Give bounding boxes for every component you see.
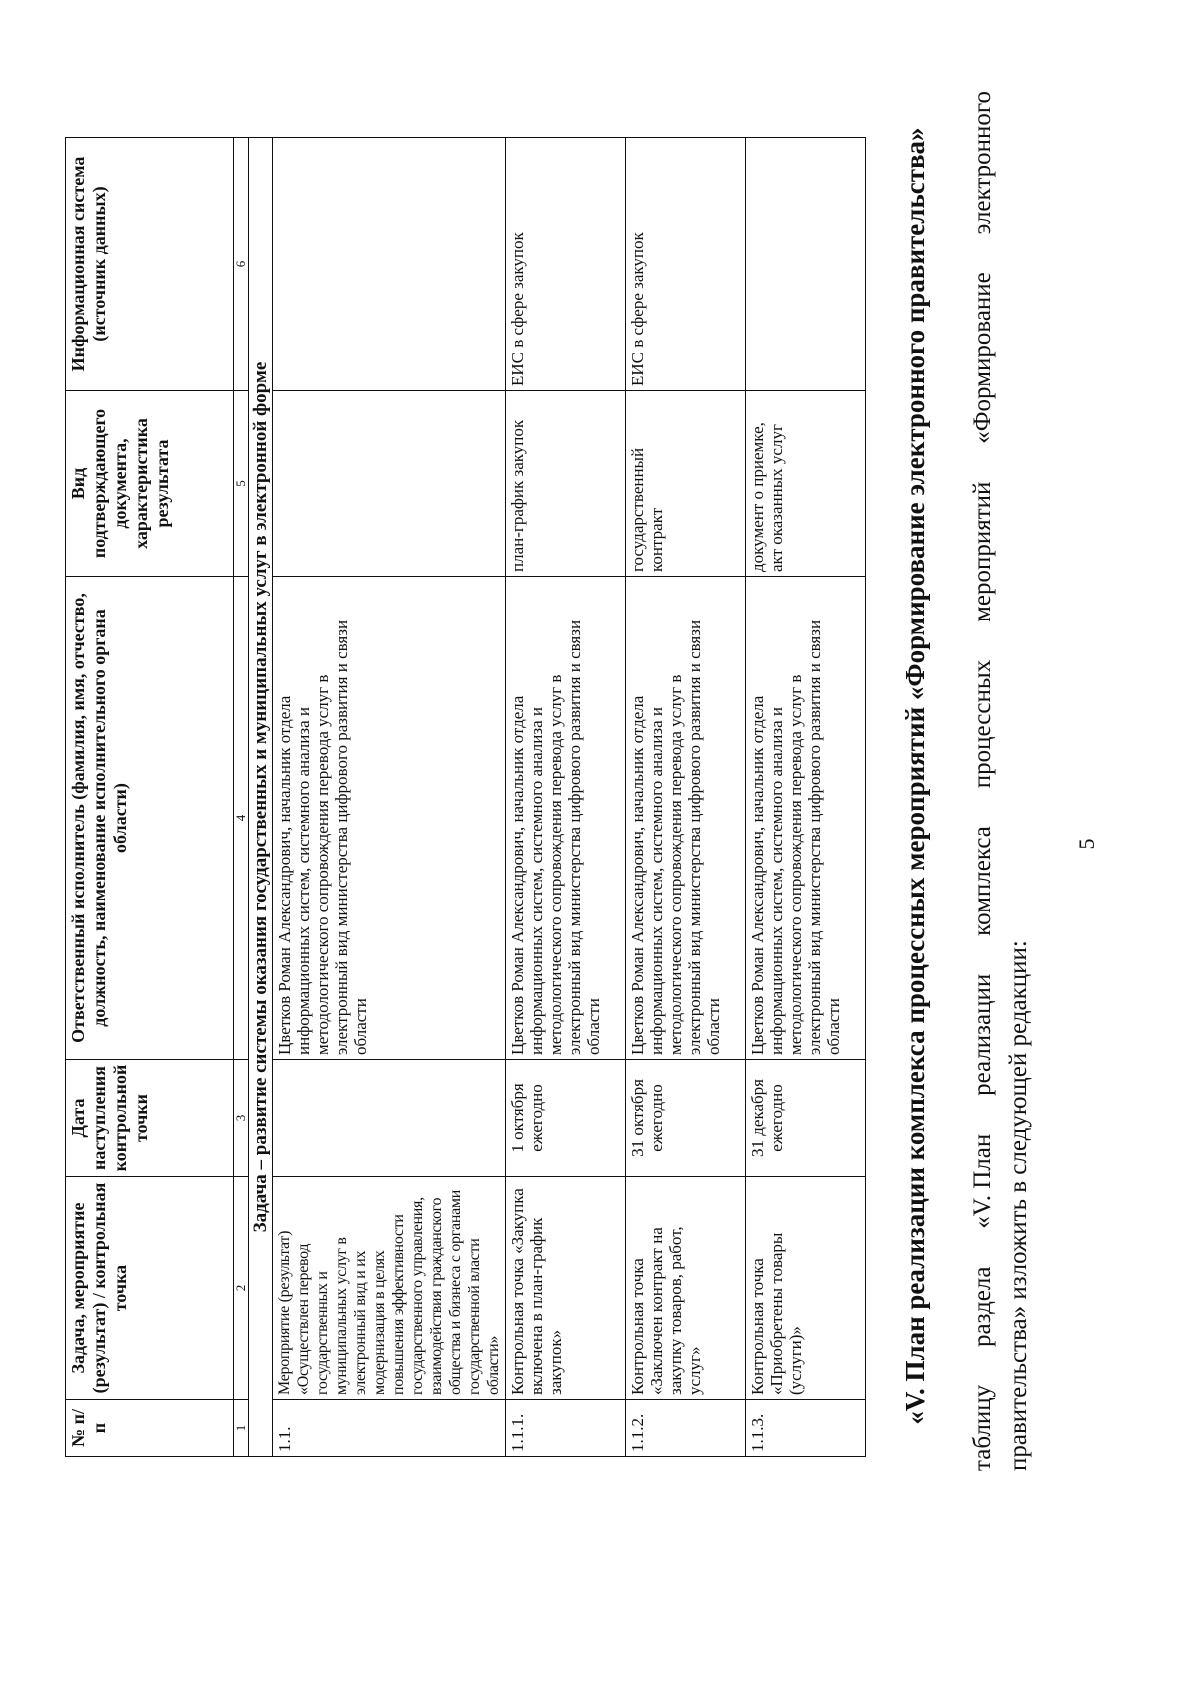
table-row <box>273 138 506 1457</box>
row-responsible: Цветков Роман Александрович, начальник отдела информационных систем, системного анализа и методологического сопровождения перевода услуг в электронный вид министерства цифрового развития и связи области <box>273 577 506 1060</box>
row-event: Контрольная точка «Закупка включена в план-график закупок» <box>506 1177 626 1400</box>
table-row <box>746 138 866 1457</box>
row-responsible: Цветков Роман Александрович, начальник отдела информационных систем, системного анализа и методологического сопровождения перевода услуг в электронный вид министерства цифрового развития и связи области <box>626 577 746 1060</box>
task-row <box>249 138 273 1457</box>
row-system <box>746 138 866 391</box>
intro-paragraph <box>965 91 1037 1471</box>
row-date <box>273 1060 506 1177</box>
row-number: 1.1. <box>273 1400 506 1457</box>
row-number: 1.1.2. <box>626 1400 746 1457</box>
page-number: 5 <box>1074 838 1099 850</box>
intro-word: «Формирование <box>969 272 996 444</box>
column-number: 5 <box>234 391 249 577</box>
table-row <box>506 138 626 1457</box>
column-number-row <box>234 138 249 1457</box>
intro-word: раздела <box>969 1266 996 1347</box>
table-row <box>626 138 746 1457</box>
intro-word: процессных <box>969 659 996 789</box>
row-document: документ о приемке, акт оказанных услуг <box>746 391 866 577</box>
row-number: 1.1.3. <box>746 1400 866 1457</box>
row-date: 1 октября ежегодно <box>506 1060 626 1177</box>
row-responsible: Цветков Роман Александрович, начальник отдела информационных систем, системного анализа и методологического сопровождения перевода услуг в электронный вид министерства цифрового развития и связи области <box>506 577 626 1060</box>
header-row <box>66 138 234 1457</box>
task-cell: Задача – развитие системы оказания государственных и муниципальных услуг в электронной форме <box>249 138 273 1457</box>
row-event: Контрольная точка «Приобретены товары (услуги)» <box>746 1177 866 1400</box>
row-responsible: Цветков Роман Александрович, начальник отдела информационных систем, системного анализа и методологического сопровождения перевода услуг в электронный вид министерства цифрового развития и связи области <box>746 577 866 1060</box>
column-number: 1 <box>234 1400 249 1457</box>
row-system: ЕИС в сфере закупок <box>626 138 746 391</box>
intro-word: мероприятий <box>969 481 996 622</box>
row-system: ЕИС в сфере закупок <box>506 138 626 391</box>
row-date: 31 декабря ежегодно <box>746 1060 866 1177</box>
header-cell-responsible: Ответственный исполнитель (фамилия, имя, отчество, должность, наименование исполнительного органа области) <box>66 577 234 1060</box>
intro-line-2: правительства» изложить в следующей редакции: <box>1005 940 1032 1471</box>
header-cell-system: Информационная система (источник данных) <box>66 138 234 391</box>
plan-table <box>65 137 866 1457</box>
row-event: Контрольная точка «Заключен контракт на закупку товаров, работ, услуг» <box>626 1177 746 1400</box>
header-cell-document: Вид подтверждающего документа, характеристика результата <box>66 391 234 577</box>
intro-word: электронного <box>969 91 996 235</box>
row-event: Мероприятие (результат) «Осуществлен перевод государственных и муниципальных услуг в электронный вид и их модернизация в целях повышения эффективности государственного управления, взаимодействия гражданского общества и бизнеса с органами государственной власти области» <box>273 1177 506 1400</box>
intro-word: комплекса <box>969 826 996 936</box>
row-document: государственный контракт <box>626 391 746 577</box>
column-number: 4 <box>234 577 249 1060</box>
header-cell-event: Задача, мероприятие (результат) / контрольная точка <box>66 1177 234 1400</box>
intro-word: «V. План <box>969 1133 996 1229</box>
intro-word: реализации <box>969 973 996 1096</box>
section-title: «V. План реализации комплекса процессных мероприятий «Формирование электронного правительства» <box>900 127 930 1425</box>
column-number: 3 <box>234 1060 249 1177</box>
header-cell-date: Дата наступления контрольной точки <box>66 1060 234 1177</box>
intro-line-1 <box>965 91 1001 1471</box>
row-document: план-график закупок <box>506 391 626 577</box>
row-date: 31 октября ежегодно <box>626 1060 746 1177</box>
column-number: 2 <box>234 1177 249 1400</box>
row-number: 1.1.1. <box>506 1400 626 1457</box>
row-document <box>273 391 506 577</box>
header-cell-number: № п/п <box>66 1400 234 1457</box>
row-system <box>273 138 506 391</box>
intro-word: таблицу <box>969 1384 996 1471</box>
column-number: 6 <box>234 138 249 391</box>
